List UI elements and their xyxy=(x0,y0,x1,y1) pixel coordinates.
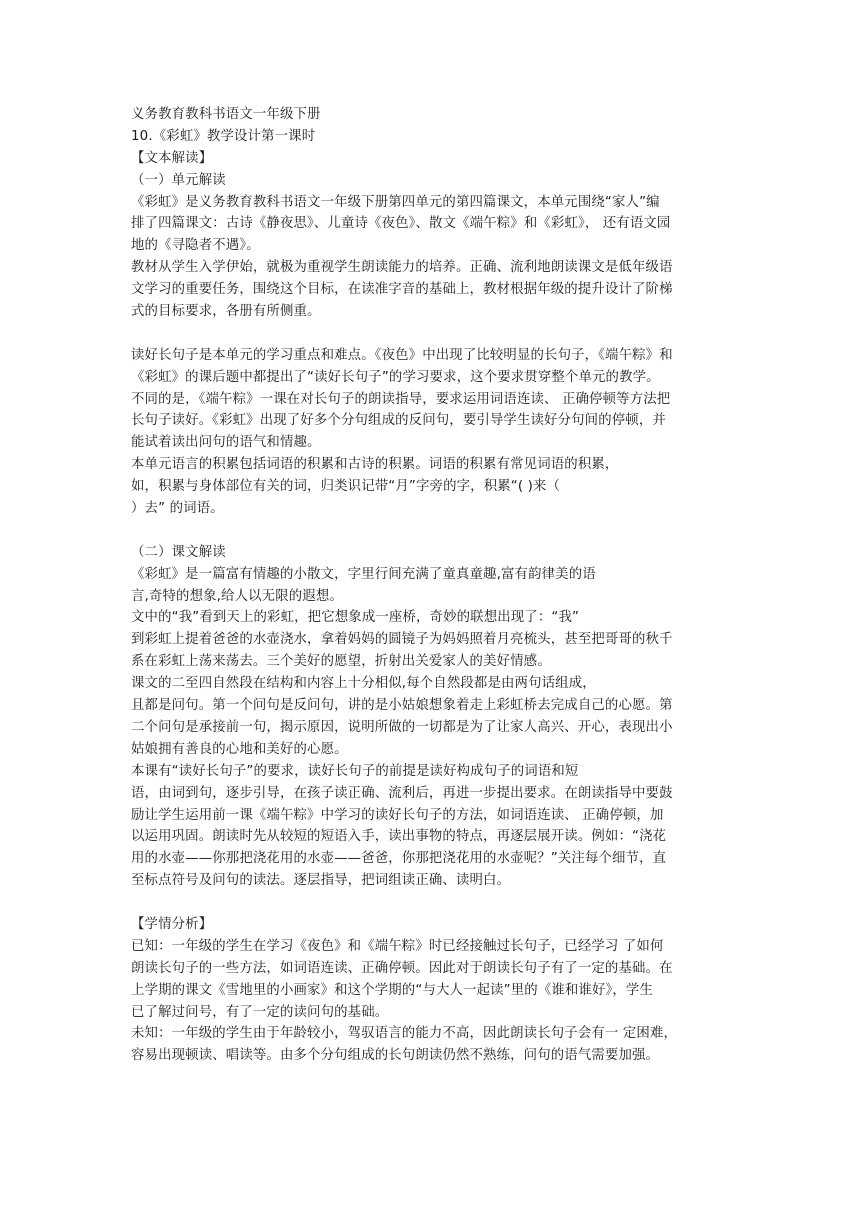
blank-line xyxy=(131,892,735,914)
text-line: 容易出现顿读、唱读等。由多个分句组成的长句朗读仍然不熟练，问句的语气需要加强。 xyxy=(131,1048,660,1064)
text-line: 已知：一年级的学生在学习《夜色》和《端午粽》时已经接触过长句子，已经学习 了如何 xyxy=(131,938,664,954)
text-line: 二个问句是承接前一句，揭示原因，说明所做的一切都是为了让家人高兴、开心，表现出小 xyxy=(131,719,673,735)
text-line: 地的《寻隐者不遇》。 xyxy=(131,238,260,254)
text-line: 未知：一年级的学生由于年龄较小，驾驭语言的能力不高，因此朗读长句子会有一 定困难， xyxy=(131,1026,678,1042)
text-line: 言,奇特的想象,给人以无限的遐想。 xyxy=(131,588,343,604)
text-line: 且都是问句。第一个问句是反问句，讲的是小姑娘想象着走上彩虹桥去完成自己的心愿。第 xyxy=(131,698,673,714)
text-line: 如，积累与身体部位有关的词，归类识记带“月”字旁的字，积累“( )来（ xyxy=(131,479,561,495)
blank-line xyxy=(131,323,735,345)
text-line: 上学期的课文《雪地里的小画家》和这个学期的“与大人一起读”里的《谁和谁好》，学生 xyxy=(131,982,654,998)
text-line: 文学习的重要任务，围绕这个目标，在读准字音的基础上，教材根据年级的提升设计了阶梯 xyxy=(131,282,673,298)
text-line: 用的水壶——你那把浇花用的水壶——爸爸，你那把浇花用的水壶呢？”关注每个细节，直 xyxy=(131,851,667,867)
text-line: （二）课文解读 xyxy=(131,544,226,560)
text-line: 本单元语言的积累包括词语的积累和古诗的积累。词语的积累有常见词语的积累， xyxy=(131,457,619,473)
text-line: 已了解过问号，有了一定的读问句的基础。 xyxy=(131,1004,389,1020)
text-line: 能试着读出问句的语气和情趣。 xyxy=(131,435,321,451)
text-line: 课文的二至四自然段在结构和内容上十分相似,每个自然段都是由两句话组成， xyxy=(131,676,596,692)
text-line: ）去” 的词语。 xyxy=(131,501,224,517)
text-line: 长句子读好。《彩虹》出现了好多个分句组成的反问句，要引导学生读好分句间的停顿，并 xyxy=(131,413,666,429)
text-line: 朗读长句子的一些方法，如词语连读、正确停顿。因此对于朗读长句子有了一定的基础。在 xyxy=(131,960,673,976)
text-line: 排了四篇课文：古诗《静夜思》、儿童诗《夜色》、散文《端午粽》和《彩虹》， 还有语文园 xyxy=(131,216,671,232)
text-line: 系在彩虹上荡来荡去。三个美好的愿望，折射出关爱家人的美好情感。 xyxy=(131,654,551,670)
text-line: 义务教育教科书语文一年级下册 xyxy=(131,107,321,122)
text-line: 《彩虹》的课后题中都提出了“读好长句子”的学习要求，这个要求贯穿整个单元的教学。 xyxy=(131,369,660,385)
text-line: 【文本解读】 xyxy=(131,150,213,166)
text-line: 教材从学生入学伊始，就极为重视学生朗读能力的培养。正确、流利地朗读课文是低年级语 xyxy=(131,260,673,276)
text-line: 励让学生运用前一课《端午粽》中学习的读好长句子的方法，如词语连读、 正确停顿，加 xyxy=(131,807,664,823)
text-line: 10.《彩虹》教学设计第一课时 xyxy=(131,128,316,144)
text-line: 《彩虹》是义务教育教科书语文一年级下册第四单元的第四篇课文，本单元围绕“家人”编 xyxy=(131,194,660,210)
blank-line xyxy=(131,520,735,542)
text-line: 至标点符号及问句的读法。逐层指导，把词组读正确、读明白。 xyxy=(131,873,511,889)
text-line: 姑娘拥有善良的心地和美好的心愿。 xyxy=(131,741,348,757)
text-line: 式的目标要求，各册有所侧重。 xyxy=(131,304,321,320)
text-line: 到彩虹上提着爸爸的水壶浇水，拿着妈妈的圆镜子为妈妈照着月亮梳头，甚至把哥哥的秋千 xyxy=(131,632,673,648)
text-line: 不同的是，《端午粽》一课在对长句子的朗读指导，要求运用词语连读、 正确停顿等方法把 xyxy=(131,391,671,407)
text-line: 《彩虹》是一篇富有情趣的小散文，字里行间充满了童真童趣,富有韵律美的语 xyxy=(131,566,596,582)
text-line: 语，由词到句，逐步引导，在孩子读正确、流利后，再进一步提出要求。在朗读指导中要鼓 xyxy=(131,785,673,801)
text-line: 以运用巩固。朗读时先从较短的短语入手，读出事物的特点，再逐层展开读。例如：“浇花 xyxy=(131,829,667,845)
text-line: 【学情分析】 xyxy=(131,916,213,932)
text-line: 文中的“我”看到天上的彩虹，把它想象成一座桥，奇妙的联想出现了：“我” xyxy=(131,610,580,626)
text-line: 读好长句子是本单元的学习重点和难点。《夜色》中出现了比较明显的长句子，《端午粽》和 xyxy=(131,347,673,363)
document-page xyxy=(131,104,735,1067)
text-line: 本课有“读好长句子”的要求，读好长句子的前提是读好构成句子的词语和短 xyxy=(131,763,579,779)
text-line: （一）单元解读 xyxy=(131,172,226,188)
